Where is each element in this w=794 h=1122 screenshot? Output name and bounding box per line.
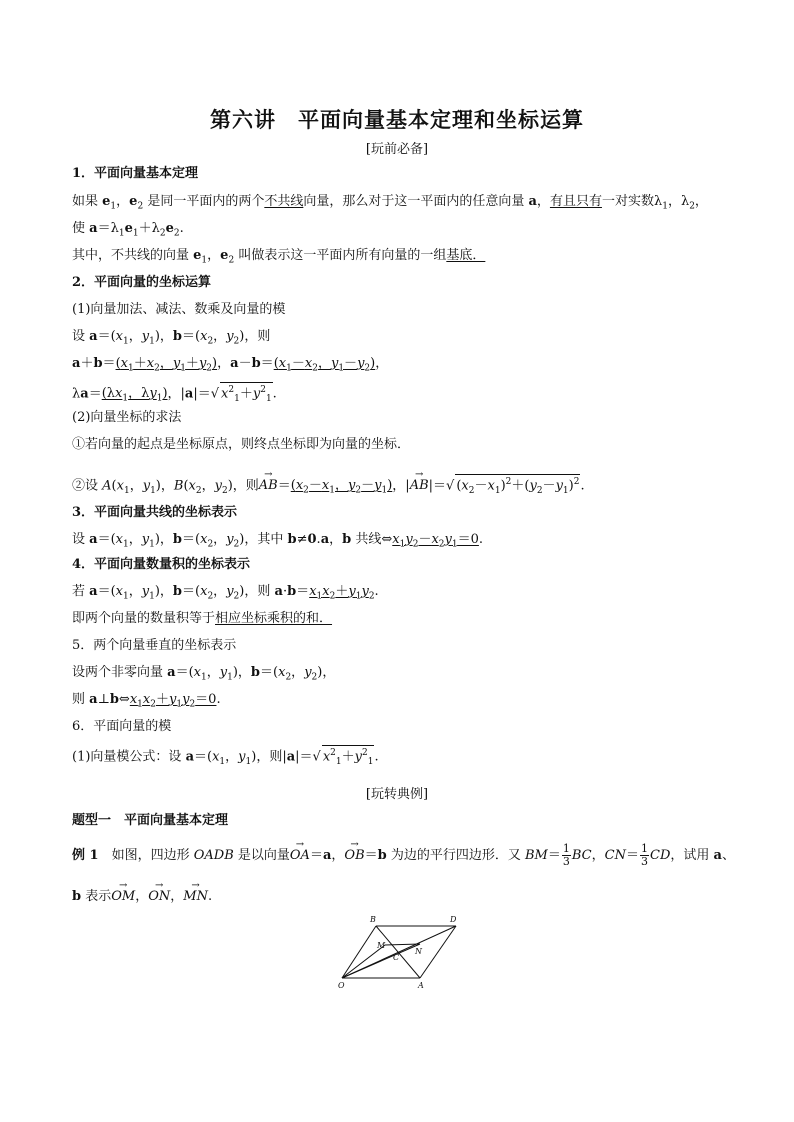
fraction-numerator: 1 [562,842,570,855]
label-O: O [338,981,345,990]
paragraph-theorem-line1: 如果 $e_1$，$e_2$ 是同一平面内的两个不共线向量，那么对于这一平面内的任意向量 a，有且只有一对实数$\lambda_1$，$\lambda_2$， [72,194,708,212]
formula-perpendicular: 则 $a\perp b\Leftrightarrow x_1x_2+y_1y_2=0$. [72,692,221,710]
formula-dot-product: 若 $a=(x_1$，$y_1$)，$b=(x_2$，$y_2$)，则 $a\cdot b=x_1x_2+y_1y_2$. [72,584,379,602]
underline-sum-of-products: 相应坐标乘积的和． [215,611,333,626]
heading-modulus: 6．平面向量的模 [72,719,172,734]
diagonal-BA [376,926,420,978]
fraction-one-third [640,843,649,868]
paragraph-dot-product-meaning [72,610,332,628]
formula-perpendicular-setup: 设两个非零向量 $a=(x_1$，$y_1$)，$b=(x_2$，$y_2$)， [72,665,336,683]
fraction-denominator: 3 [641,855,648,868]
paragraph-basis: 其中，不共线的向量 $e_1$，$e_2$ 叫做表示这一平面内所有向量的一组基底． [72,248,486,266]
formula-vector-ab: ②设 $A(x_1$，$y_1$)，$B(x_2$，$y_2$)，则→ $AB=(x_2-x_1$，$y_2-y_1$)，|→ AB|＝√ $(x_2-x_1)^2+(y_2-y_1)^2$. [72,474,585,500]
underline-basis: 基底． [446,248,486,263]
formula-scalar-modulus: $\lambda a=(\lambda x_1$，$\lambda y_1$)，|a|＝√ $x^2_1+y^2_1$. [72,382,277,408]
label-D: D [450,915,457,924]
section-label-preparation: [玩前必备] [365,142,429,157]
heading-perpendicular: 5．两个向量垂直的坐标表示 [72,638,237,653]
fraction-denominator: 3 [562,855,570,868]
underline-noncollinear: 不共线 [264,194,304,209]
paragraph-origin-rule: ①若向量的起点是坐标原点，则终点坐标即为向量的坐标． [72,437,411,452]
subheading-operations: (1)向量加法、减法、数乘及向量的模 [72,302,286,317]
formula-set-ab: 设 $a=(x_1$，$y_1$)，$b=(x_2$，$y_2$)，则 [72,329,271,347]
formula-modulus: (1)向量模公式：设 $a=(x_1$，$y_1$)，则|a|＝√ $x^2_1+y^2_1$. [72,745,379,771]
label-A: A [418,981,424,990]
example-one-line2: b 表示→ OM，→ ON，→ MN. [72,888,212,906]
heading-coordinate-operations: 2．平面向量的坐标运算 [72,275,212,290]
subheading-vector-coordinates: (2)向量坐标的求法 [72,410,182,425]
dot-product-meaning-text: 即两个向量的数量积等于 [72,611,216,626]
formula-collinear: 设 $a=(x_1$，$y_1$)，$b=(x_2$，$y_2$)，其中 b≠0.a，b 共线$\Leftrightarrow x_1y_2-x_2y_1=0$. [72,532,484,550]
parallelogram-figure [330,912,470,992]
label-C: C [393,953,400,962]
fraction-numerator: 1 [641,842,648,855]
label-N: N [415,947,422,956]
heading-type-one: 题型一 平面向量基本定理 [72,813,229,828]
page-title: 第六讲 平面向量基本定理和坐标运算 [210,108,584,132]
formula-add-subtract: $a+b=(x_1+x_2$，$y_1+y_2$)，$a-b=(x_1-x_2$，$y_1-y_2$)， [72,356,389,374]
heading-dot-product: 4．平面向量数量积的坐标表示 [72,557,251,572]
label-M: M [377,941,386,950]
fraction-one-third [562,843,571,868]
paragraph-theorem-line2: 使 $a=\lambda_1e_1+\lambda_2e_2$. [72,221,184,239]
example-one-line1: 例 1 如图，四边形 OADB 是以向量→ OA＝a，→ OB＝b 为边的平行四边形．又 BM＝ $\frac{1}{3}$ BC，CN＝ $\frac{1}{3}$ CD，试用 a、 [72,843,735,868]
heading-basic-theorem: 1．平面向量基本定理 [72,166,199,181]
heading-collinear: 3．平面向量共线的坐标表示 [72,505,238,520]
example-label: 例 1 [72,848,99,863]
section-label-examples: [玩转典例] [365,787,429,802]
label-B: B [370,915,376,924]
underline-unique: 有且只有 [549,194,602,209]
